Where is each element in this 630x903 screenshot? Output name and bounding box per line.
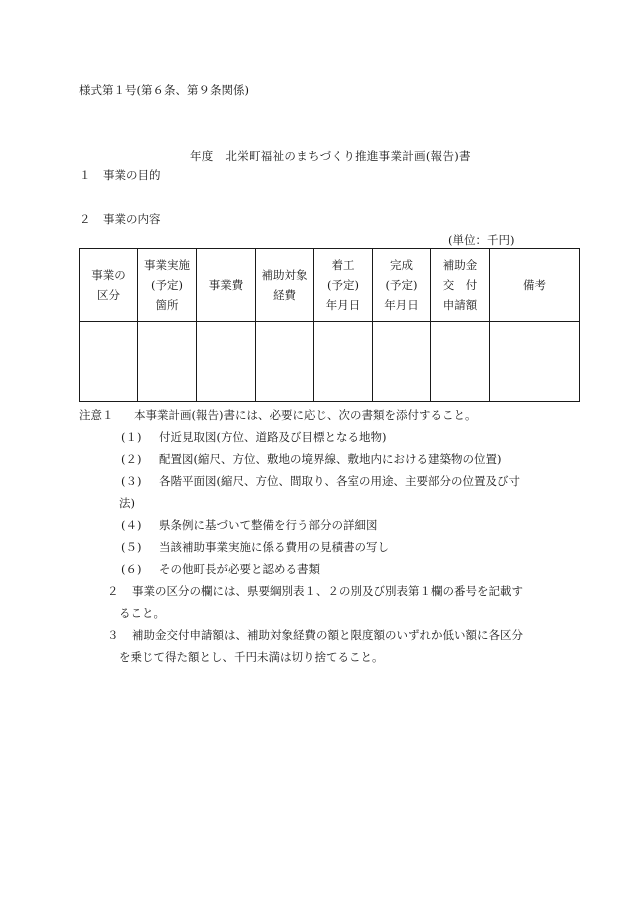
item-number: (４) xyxy=(121,518,142,532)
item-text: 県条例に基づいて整備を行う部分の詳細図 xyxy=(159,518,378,532)
header-start-date: 着工 (予定) 年月日 xyxy=(314,249,373,322)
item-number: (６) xyxy=(121,562,142,576)
section-heading: 事業の目的 xyxy=(103,168,161,182)
item-number: (２) xyxy=(121,452,142,466)
header-location: 事業実施 (予定) 箇所 xyxy=(138,249,197,322)
section-heading: 事業の内容 xyxy=(103,212,161,226)
header-subsidy-amount: 補助金 交 付 申請額 xyxy=(431,249,490,322)
notes-section xyxy=(79,404,559,668)
section-number: ２ xyxy=(79,212,91,226)
cell-eligible-cost[interactable] xyxy=(256,322,314,402)
item-text-continued: 法) xyxy=(119,496,135,510)
cell-category[interactable] xyxy=(80,322,138,402)
header-remarks: 備考 xyxy=(490,249,580,322)
note-text: 補助金交付申請額は、補助対象経費の額と限度額のいずれか低い額に各区分 xyxy=(132,628,523,642)
item-text: 付近見取図(方位、道路及び目標となる地物) xyxy=(159,430,387,444)
note-text: 本事業計画(報告)書には、必要に応じ、次の書類を添付すること。 xyxy=(134,408,477,422)
header-eligible-cost: 補助対象 経費 xyxy=(256,249,314,322)
note-number: ２ xyxy=(107,584,119,598)
table-row xyxy=(80,322,580,402)
item-number: (３) xyxy=(121,474,142,488)
cell-project-cost[interactable] xyxy=(197,322,256,402)
attachment-item xyxy=(79,514,559,536)
header-category: 事業の 区分 xyxy=(80,249,138,322)
cell-start-date[interactable] xyxy=(314,322,373,402)
note-3 xyxy=(79,624,559,668)
item-text: 各階平面図(縮尺、方位、間取り、各室の用途、主要部分の位置及び寸 xyxy=(159,474,520,488)
note-1 xyxy=(79,404,559,426)
cell-subsidy-amount[interactable] xyxy=(431,322,490,402)
attachment-item xyxy=(79,470,559,514)
note-head: 注意１ xyxy=(79,408,114,422)
note-number: ３ xyxy=(107,628,119,642)
unit-label: (単位：千円) xyxy=(448,233,515,247)
item-number: (１) xyxy=(121,430,142,444)
section-number: １ xyxy=(79,168,91,182)
item-number: (５) xyxy=(121,540,142,554)
section-purpose xyxy=(79,167,161,183)
document-title: 年度 北栄町福祉のまちづくり推進事業計画(報告)書 xyxy=(190,149,471,163)
header-project-cost: 事業費 xyxy=(197,249,256,322)
attachment-item xyxy=(79,558,559,580)
note-text: 事業の区分の欄には、県要綱別表１、２の別及び別表第１欄の番号を記載す xyxy=(132,584,523,598)
item-text: 配置図(縮尺、方位、敷地の境界線、敷地内における建築物の位置) xyxy=(159,452,502,466)
header-completion-date: 完成 (予定) 年月日 xyxy=(373,249,431,322)
cell-location[interactable] xyxy=(138,322,197,402)
item-text: その他町長が必要と認める書類 xyxy=(159,562,320,576)
attachment-item xyxy=(79,426,559,448)
section-content xyxy=(79,211,161,227)
cell-completion-date[interactable] xyxy=(373,322,431,402)
note-2 xyxy=(79,580,559,624)
attachment-item xyxy=(79,448,559,470)
item-text: 当該補助事業実施に係る費用の見積書の写し xyxy=(159,540,389,554)
attachment-item xyxy=(79,536,559,558)
cell-remarks[interactable] xyxy=(490,322,580,402)
table-header-row xyxy=(80,249,580,322)
note-text-continued: ること。 xyxy=(119,606,165,620)
project-plan-table xyxy=(79,248,580,402)
note-text-continued: を乗じて得た額とし、千円未満は切り捨てること。 xyxy=(119,650,384,664)
form-label: 様式第１号(第６条、第９条関係) xyxy=(79,83,249,97)
